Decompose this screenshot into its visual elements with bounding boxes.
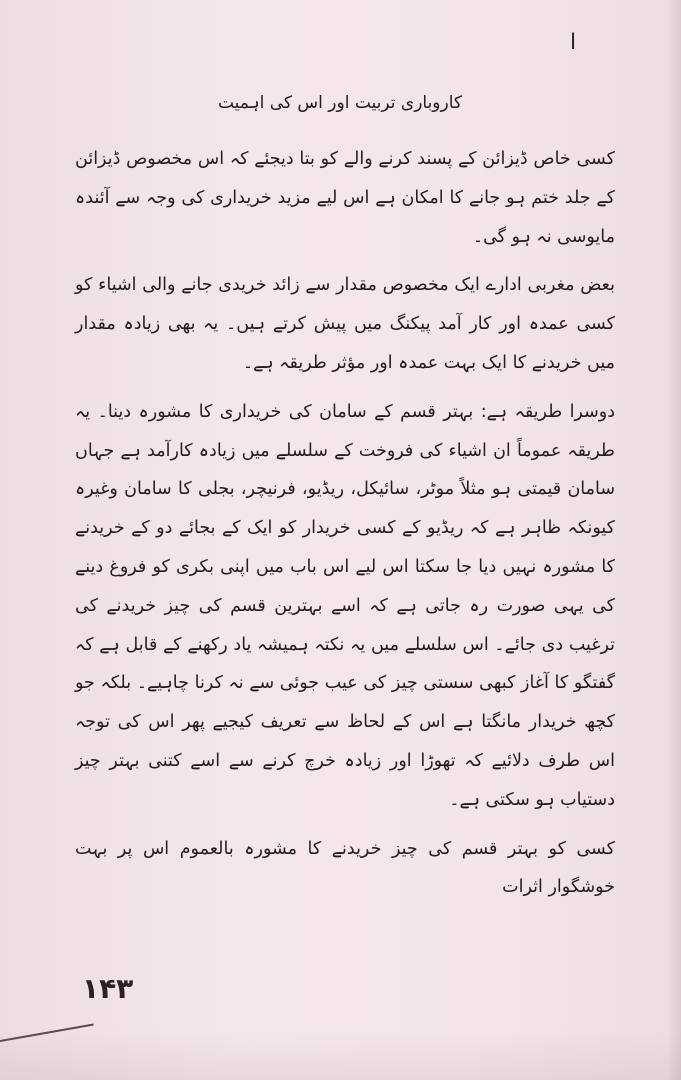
page-edge-shadow [667,0,681,1080]
page-bottom-shadow [0,1030,681,1080]
page-number: ۱۴۳ [82,972,134,1005]
body-text [75,140,615,917]
paragraph-2: بعض مغربی ادارے ایک مخصوص مقدار سے زائد خریدی جانے والی اشیاء کو کسی عمدہ اور کار آمد پیکنگ میں پیش کرتے ہیں۔ یہ بھی زیادہ مقدار میں خریدنے کا ایک بہت عمدہ اور مؤثر طریقہ ہے۔ [75,275,615,373]
paragraph-1: کسی خاص ڈیزائن کے پسند کرنے والے کو بتا دیجئے کہ اس مخصوص ڈیزائن کے جلد ختم ہو جانے کا امکان ہے اس لیے مزید خریداری کی وجہ سے آئندہ مایوسی نہ ہو گی۔ [75,149,615,247]
paragraph-3: دوسرا طریقہ ہے: بہتر قسم کے سامان کی خریداری کا مشورہ دینا۔ یہ طریقہ عموماً ان اشیاء کی فروخت کے سلسلے میں زیادہ کارآمد ہے جہاں سامان قیمتی ہو مثلاً موٹر، سائیکل، ریڈیو، فرنیچر، بجلی کا سامان وغیرہ کیونکہ ظاہر ہے کہ ریڈیو کے کسی خریدار کو ایک کے بجائے دو کے خریدنے کا مشورہ نہیں دیا جا سکتا اس لیے اس باب میں اپنی بکری کو فروغ دینے کی یہی صورت رہ جاتی ہے کہ اسے بہترین قسم کی چیز خریدنے کی ترغیب دی جائے۔ اس سلسلے میں یہ نکتہ ہمیشہ یاد رکھنے کے قابل ہے کہ گفتگو کا آغاز کبھی سستی چیز کی عیب جوئی سے نہ کرنا چاہیے۔ بلکہ جو کچھ خریدار مانگتا ہے اس کے لحاظ سے تعریف کیجیے پھر اس کی توجہ اس طرف دلائیے کہ تھوڑا اور زیادہ خرچ کرنے سے اسے کتنی بہتر چیز دستیاب ہو سکتی ہے۔ [75,401,615,810]
page-title: کاروباری تربیت اور اس کی اہمیت [217,93,463,113]
paragraph-4: کسی کو بہتر قسم کی چیز خریدنے کا مشورہ بالعموم اس پر بہت خوشگوار اثرات [75,838,615,898]
page-marker: ا [570,30,577,55]
